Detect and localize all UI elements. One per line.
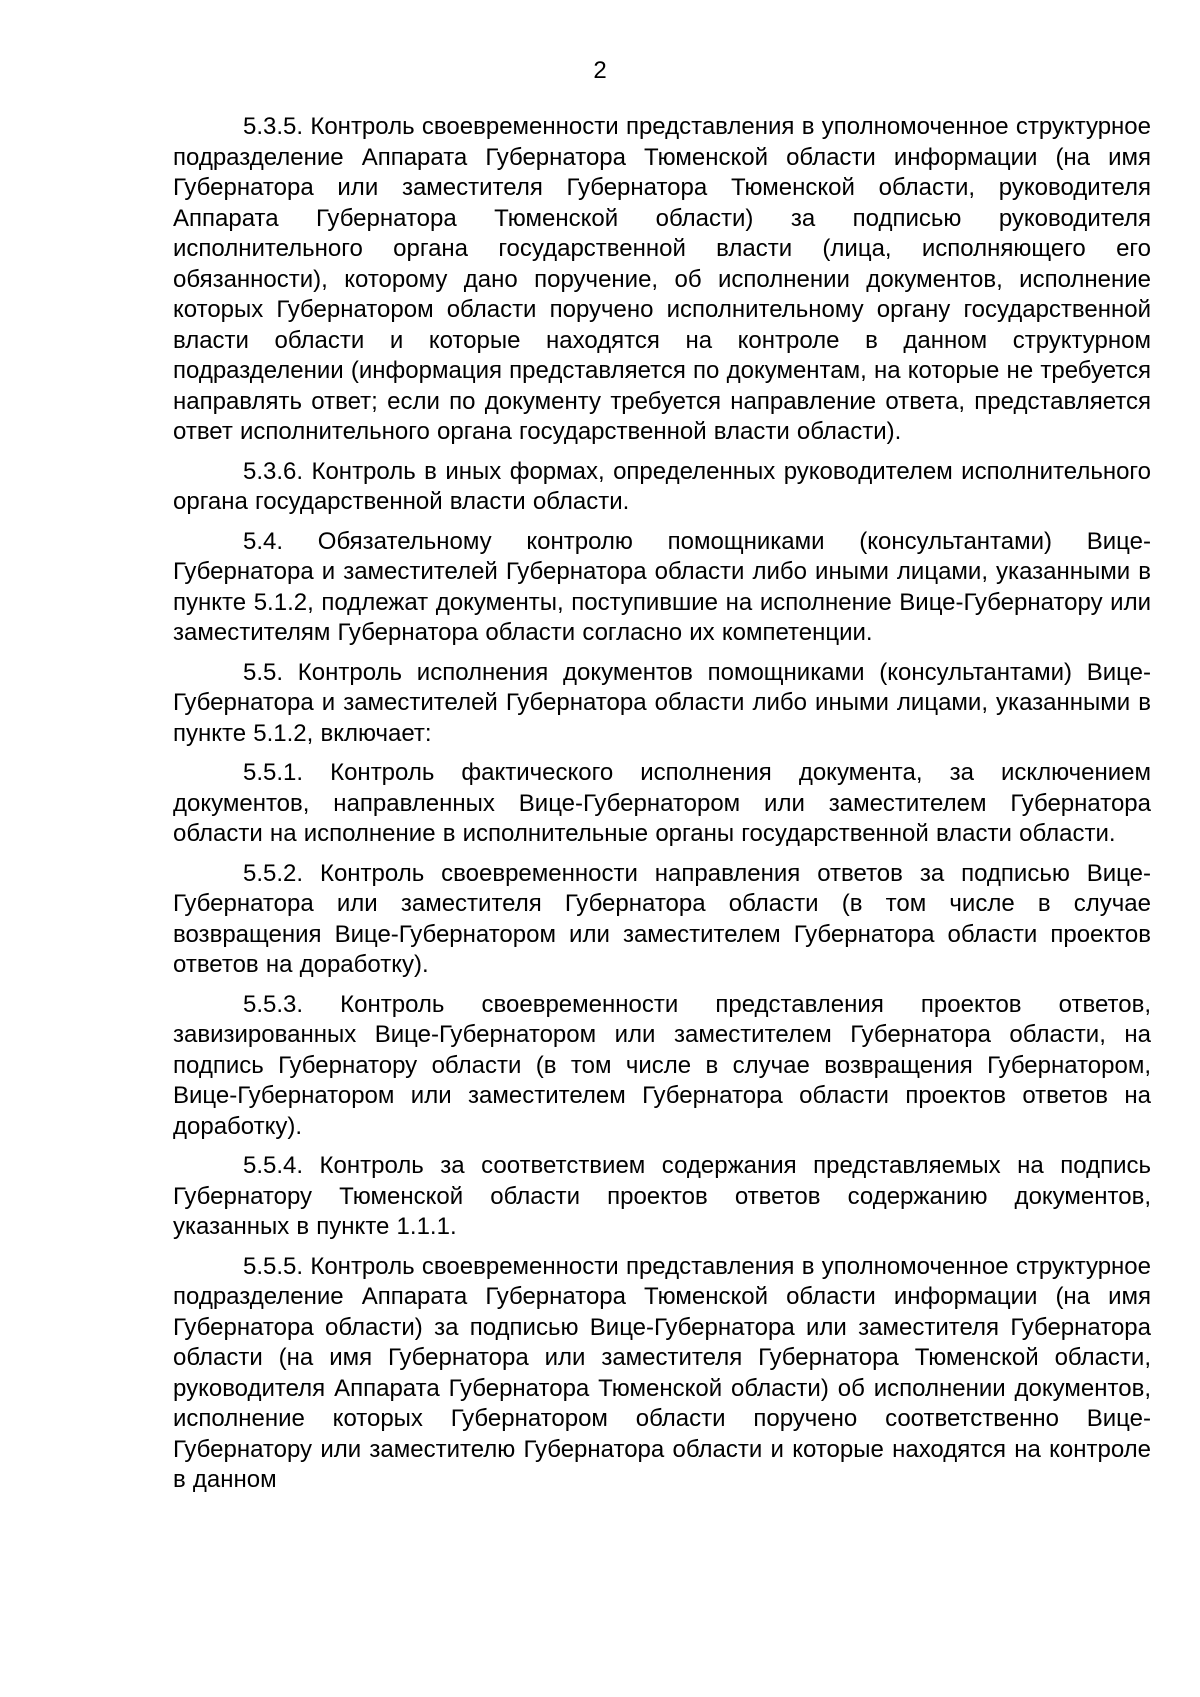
paragraph-5-5: 5.5. Контроль исполнения документов помощниками (консультантами) Вице-Губернатора и заместителей Губернатора области либо иными лицами, указанными в пункте 5.1.2, включает: — [173, 658, 1151, 747]
paragraph-5-5-1: 5.5.1. Контроль фактического исполнения документа, за исключением документов, направленных Вице-Губернатором или заместителем Губернатора области на исполнение в исполнительные органы государственной власти области. — [173, 759, 1151, 847]
paragraph-5-4: 5.4. Обязательному контролю помощниками (консультантами) Вице-Губернатора и заместителей Губернатора области либо иными лицами, указанными в пункте 5.1.2, подлежат документы, поступившие на исполнение Вице-Губернатору или заместителям Губернатора области согласно их компетенции. — [173, 527, 1151, 646]
paragraph-5-3-5: 5.3.5. Контроль своевременности представления в уполномоченное структурное подразделение Аппарата Губернатора Тюменской области информации (на имя Губернатора или заместителя Губернатора Тюменской области, руководителя Аппарата Губернатора Тюменской области) за подписью руководителя исполнительного органа государственной власти (лица, исполняющего его обязанности), которому дано поручение, об исполнении документов, исполнение которых Губернатором области поручено исполнительному органу государственной власти области и которые находятся на контроле в данном структурном подразделении (информация представляется по документам, на которые не требуется направлять ответ; если по документу требуется направление ответа, представляется ответ исполнительного органа государственной власти области). — [173, 113, 1151, 445]
paragraph-5-5-5: 5.5.5. Контроль своевременности представления в уполномоченное структурное подразделение Аппарата Губернатора Тюменской области информации (на имя Губернатора области) за подписью Вице-Губернатора или заместителя Губернатора области (на имя Губернатора или заместителя Губернатора Тюменской области, руководителя Аппарата Губернатора Тюменской области) об исполнении документов, исполнение которых Губернатором области поручено соответственно Вице-Губернатору или заместителю Губернатора области и которые находятся на контроле в данном — [173, 1252, 1151, 1493]
paragraph-5-3-6: 5.3.6. Контроль в иных формах, определенных руководителем исполнительного органа государственной власти области. — [173, 457, 1151, 515]
document-body — [173, 112, 1151, 1505]
paragraph-5-5-4: 5.5.4. Контроль за соответствием содержания представляемых на подпись Губернатору Тюменской области проектов ответов содержанию документов, указанных в пункте 1.1.1. — [173, 1152, 1151, 1240]
paragraph-5-5-3: 5.5.3. Контроль своевременности представления проектов ответов, завизированных Вице-Губернатором или заместителем Губернатора области, на подпись Губернатору области (в том числе в случае возвращения Губернатором, Вице-Губернатором или заместителем Губернатора области проектов ответов на доработку). — [173, 990, 1151, 1140]
page-number: 2 — [593, 57, 607, 84]
paragraph-5-5-2: 5.5.2. Контроль своевременности направления ответов за подписью Вице-Губернатора или заместителя Губернатора области (в том числе в случае возвращения Вице-Губернатором или заместителем Губернатора области проектов ответов на доработку). — [173, 859, 1151, 978]
